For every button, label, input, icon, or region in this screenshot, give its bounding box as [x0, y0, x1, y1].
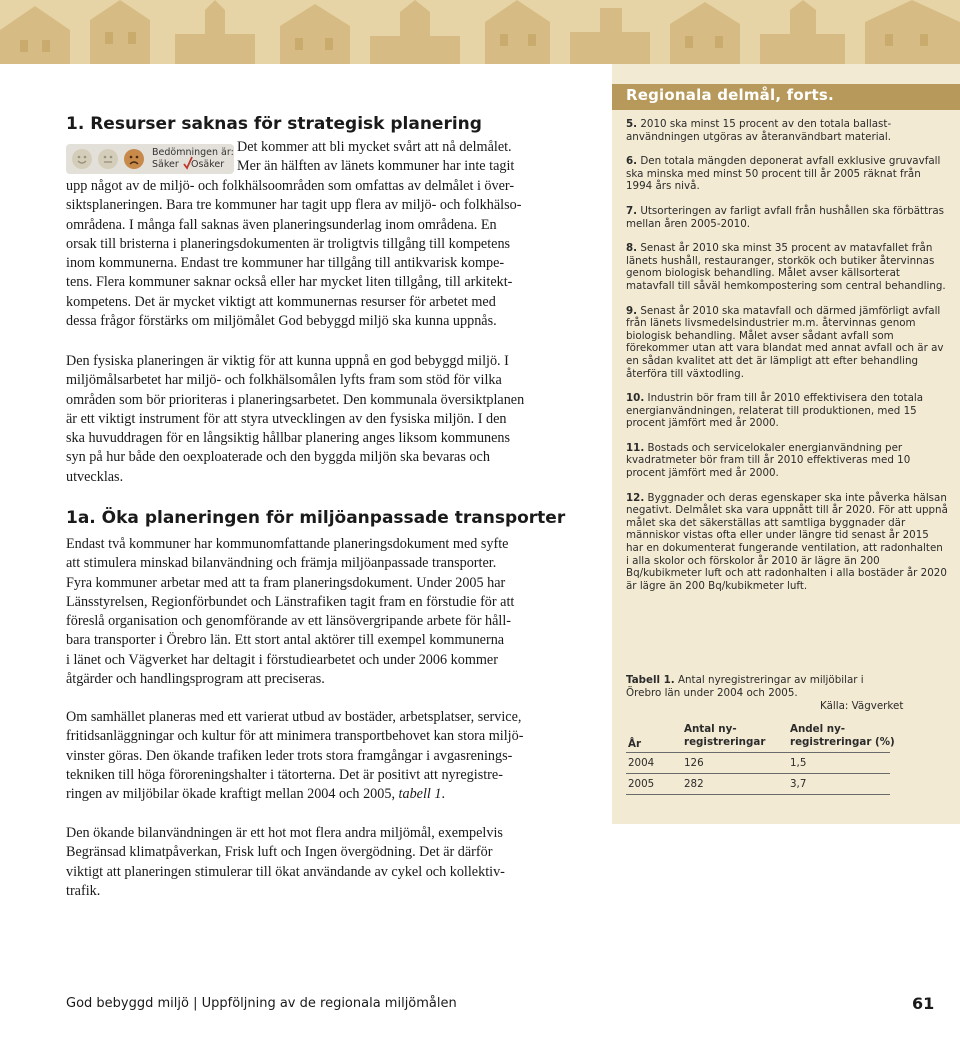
text-segment: ringen av miljöbilar ökade kraftigt mellan 2004 och 2005, [66, 786, 399, 803]
sidebar-title: Regionala delmål, forts. [626, 86, 834, 104]
text-line: utvecklas. [66, 468, 124, 485]
text-line: kompetens. Det är mycket viktigt att kommunernas resurser för arbetet med [66, 293, 496, 310]
assessment-rating [66, 144, 234, 174]
data-table [626, 720, 895, 795]
rating-label: Bedömningen är: [152, 147, 234, 158]
table-cell: 1,5 [790, 757, 807, 769]
table-source: Källa: Vägverket [820, 700, 904, 712]
text-line: föreslå organisation och genomförande av ett länsövergripande arbete för håll- [66, 613, 512, 630]
text-segment: . [441, 786, 446, 803]
goal-item [626, 205, 948, 230]
text-line: miljömålsarbetet har miljö- och folkhälsomålen lyfts fram som stöd för vilka [66, 372, 502, 389]
table-row [626, 753, 890, 774]
table-header-count: Antal ny-registreringar [684, 723, 766, 748]
happy-face-icon [72, 149, 92, 169]
paragraph-resources [66, 177, 521, 331]
goal-number: 10. [626, 392, 645, 405]
goal-text: Byggnader och deras egenskaper ska inte påverka hälsan negativt. Delmålet ska vara uppnått till år 2020. För att uppnå målet ska det säkerställas att samtliga byggnader där människor vistas ofta eller under längre tid senast år 2015 har en dokumenterat fungerande ventilation, att radonhalten i alla skolor och förskolor år 2010 är lägre än 200 Bq/kubikmeter luft och att radonhalten i alla bostäder år 2020 är lägre än 200 Bq/kubikmeter luft. [626, 491, 948, 592]
goal-item [626, 392, 948, 430]
text-line: Om samhället planeras med ett varierat utbud av bostäder, arbetsplatser, service, [66, 709, 522, 725]
text-line: bara transporter i Örebro län. Ett stort antal aktörer till exempel kommunerna [66, 632, 505, 649]
goal-number: 9. [626, 304, 638, 317]
table-header-share: Andel ny-registreringar (%) [790, 723, 895, 748]
goal-number: 12. [626, 491, 645, 504]
intro-paragraph [237, 138, 514, 177]
footer-text: God bebyggd miljö | Uppföljning av de regionala miljömålen [66, 996, 457, 1011]
paragraph-physical-planning [66, 352, 524, 487]
text-line: områden som bör prioriteras i planeringsarbetet. Den kommunala översiktplanen [66, 391, 525, 408]
text-line [66, 785, 523, 804]
goal-item [626, 118, 948, 143]
table-cell: 3,7 [790, 778, 807, 790]
text-line: är ett viktigt instrument för att styra utvecklingen av den fysiska miljön. I den [66, 410, 507, 427]
subsection-heading: 1a. Öka planeringen för miljöanpassade transporter [66, 508, 566, 528]
text-line: Den ökande bilanvändningen är ett hot mot flera andra miljömål, exempelvis [66, 825, 503, 841]
text-line: i länet och Vägverket har deltagit i förstudiearbetet och under 2006 kommer [66, 651, 498, 668]
paragraph-car-use [66, 824, 505, 901]
sad-face-icon [124, 149, 144, 169]
text-line: områdena. I många fall saknas även planeringsunderlag inom områdena. En [66, 216, 497, 233]
text-line: Endast två kommuner har kommunomfattande planeringsdokument med syfte [66, 536, 509, 552]
paragraph-transport [66, 535, 514, 689]
table-caption-text: Antal nyregistreringar av miljöbilar i Örebro län under 2004 och 2005. [626, 674, 864, 699]
page-number: 61 [912, 994, 935, 1013]
goal-list [626, 118, 948, 604]
table-header-year: År [628, 738, 642, 750]
table-cell: 2005 [628, 778, 655, 790]
text-line: syn på hur både den oexploaterade och den byggda miljön ska bevaras och [66, 449, 490, 466]
table-caption-label: Tabell 1. [626, 674, 675, 686]
text-line: orsak till bristerna i planeringsdokumenten är troligtvis tillgång till kompetens [66, 235, 511, 252]
text-line: vinster göras. Den ökande trafiken leder trots stora framgångar i avgasrenings- [66, 747, 513, 764]
rating-unsure-label: Osäker [191, 159, 225, 170]
goal-text: Industrin bör fram till år 2010 effektivisera den totala energianvändningen, relaterat till produktionen, med 15 procent jämfört med år 2000. [626, 392, 924, 430]
text-line: tens. Flera kommuner saknar också eller har mycket liten tillgång, till arkitekt- [66, 274, 513, 291]
rating-sure-label: Säker [152, 159, 179, 170]
text-line: tekniken till höga föroreningshalter i tätorterna. Det är positivt att nyregistre- [66, 766, 503, 783]
text-line: inom kommunerna. Endast tre kommuner har tillgång till antikvarisk kompe- [66, 255, 505, 272]
header-banner [0, 0, 960, 64]
text-line: fritidsanläggningar och kultur för att minimera transportbehovet kan stora miljö- [66, 728, 524, 745]
text-line: Det kommer att bli mycket svårt att nå delmålet. [237, 139, 512, 155]
goal-text: Den totala mängden deponerat avfall exklusive gruvavfall ska minska med minst 50 procent till år 2005 räknat från 1994 års nivå. [626, 155, 941, 193]
goal-number: 8. [626, 242, 638, 255]
goal-item [626, 492, 948, 593]
text-line: upp något av de miljö- och folkhälsoområden som omfattas av delmålet i över- [66, 178, 515, 194]
table-cell: 126 [684, 757, 704, 769]
text-line: Mer än hälften av länets kommuner har inte tagit [237, 158, 515, 175]
neutral-face-icon [98, 149, 118, 169]
text-line: att stimulera minskad bilanvändning och främja miljöanpassade transporter. [66, 555, 497, 572]
table-reference: tabell 1 [398, 786, 442, 803]
table-header-row [626, 720, 895, 753]
goal-text: Senast år 2010 ska minst 35 procent av matavfallet från länets hushåll, restauranger, storkök och butiker återvinnas genom biologisk behandling. Målet avser källsorterat matavfall till såväl hemkompostering som central behandling. [626, 242, 946, 292]
text-line: Länsstyrelsen, Regionförbundet och Länstrafiken tagit fram en förstudie för att [66, 593, 515, 610]
goal-item [626, 155, 948, 193]
goal-number: 5. [626, 118, 638, 130]
goal-text: Utsorteringen av farligt avfall från hushållen ska förbättras mellan åren 2005-2010. [626, 204, 945, 230]
buildings-illustration [0, 0, 960, 64]
text-line: Den fysiska planeringen är viktig för att kunna uppnå en god bebyggd miljö. I [66, 353, 509, 369]
goal-item [626, 305, 948, 381]
text-line: siktsplaneringen. Bara tre kommuner har tagit upp flera av miljö- och folkhälso- [66, 197, 522, 214]
goal-number: 7. [626, 204, 638, 217]
goal-text: 2010 ska minst 15 procent av den totala ballastanvändningen utgöras av återanvändbart material. [626, 118, 892, 143]
goal-number: 6. [626, 155, 638, 168]
text-line: trafik. [66, 882, 101, 899]
text-line: åtgärder och handlingsprogram att preciseras. [66, 671, 325, 688]
goal-item [626, 442, 948, 480]
table-cell: 2004 [628, 757, 655, 769]
goal-item [626, 242, 948, 292]
text-line: viktigt att planeringen stimulerar till ökat användande av cykel och kollektiv- [66, 863, 505, 880]
goal-number: 11. [626, 441, 645, 454]
goal-text: Senast år 2010 ska matavfall och därmed jämförligt avfall från länets livsmedelsindustrier m.m. återvinnas genom biologisk behandling. Målet avser sådant avfall som förekommer utan att vara blandat med annat avfall och är av en sådan kvalitet att det är lämpligt att efter behandling återföra till växtodling. [626, 304, 944, 380]
table-caption [626, 674, 896, 700]
goal-text: Bostads och servicelokaler energianvändning per kvadratmeter bör fram till år 2010 effektiveras med 10 procent jämfört med år 2000. [626, 441, 911, 480]
paragraph-society [66, 708, 523, 804]
table-cell: 282 [684, 778, 704, 790]
text-line: Begränsad klimatpåverkan, Frisk luft och Ingen övergödning. Det är därför [66, 844, 493, 861]
text-line: ska huvuddragen för en långsiktig hållbar planering anges liksom kommunens [66, 430, 511, 447]
text-line: Fyra kommuner arbetar med att ta fram planeringsdokument. Under 2005 har [66, 574, 506, 591]
text-line: dessa frågor förstärks om miljömålet God bebyggd miljö ska kunna uppnås. [66, 313, 497, 330]
table-row [626, 774, 890, 795]
section-heading: 1. Resurser saknas för strategisk planering [66, 114, 482, 134]
